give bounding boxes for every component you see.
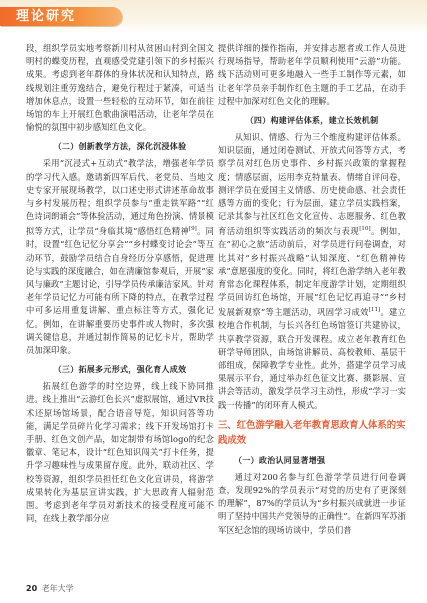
paragraph <box>26 157 214 357</box>
left-column <box>26 42 214 525</box>
column-label: 理论研究 <box>16 9 77 24</box>
paragraph <box>218 131 406 412</box>
paragraph: 段，组织学员实地考察新川村从贫困山村到全国文明村的蝶变历程，直观感受党建引领下的乡村振兴成果。考虑到老年群体的身体状况和认知特点，路线规划注重劳逸结合，避免行程过于紧凑，可适当增加休息点，设置一些轻松的互动环节，如在前往场馆的车上开展红色歌曲演唱活动，让老年学员在愉悦的氛围中初步感知红色文化。 <box>26 43 214 133</box>
paragraph-text: 采用“沉浸式+互动式”教学法，增强老年学员的学习代入感。邀请新四军后代、老党员、当地文史专家开展现场教学，以口述史形式讲述革命故事与乡村发展历程；组织学员参与“重走铁军路”“红色诗词朗诵会”等体验活动，通过角色扮演、情景模拟等方式，让学员“身临其境”感悟红色精神 <box>26 158 214 237</box>
subsection-heading: （一）政治认同显著增强 <box>234 455 326 465</box>
journal-name: 老年大学 <box>41 584 74 593</box>
subsection-heading: （二）创新教学方法，深化沉浸体验 <box>53 142 187 152</box>
subsection-heading: （四）构建评估体系，建立长效机制 <box>245 116 379 126</box>
column-tag <box>0 7 122 26</box>
paragraph-text: 。例如，在“初心之旅”活动前后，对学员进行问卷调查，对比其对“乡村振兴战略”认知深度、“红色精神传承”意愿强度的变化。同时，将红色游学纳入老年教育常态化课程体系，制定年度游学计划，定期组织学员回访红色场馆，开展“红色记忆再追寻”“乡村发展新观察”等主题活动，巩固学习成效 <box>218 226 407 318</box>
right-column <box>218 42 406 537</box>
paragraph-text: 从知识、情感、行为三个维度构建评估体系。知识层面，通过闭卷测试、开放式问答等方式，考察学员对红色历史事件、乡村振兴政策的掌握程度；情感层面，运用李克特量表、情绪自评问卷，测评学员在爱国主义情感、历史使命感、社会责任感等方面的变化；行为层面，建立学员实践档案，记录其参与社区红色文化宣传、志愿服务、红色教育活动组织等实践活动的频次与表现 <box>218 132 406 237</box>
paragraph-text: 。建立校地合作机制，与长兴各红色场馆签订共建协议，共享教学资源，联合开发课程。成立老年教育红色研学导师团队，由场馆讲解员、高校教师、基层干部组成，保障教学专业性。此外，搭建学员学习成果展示平台，通过举办红色征文比赛、摄影展、宣讲会等活动，激发学员学习主动性，形成“学习一实践一传播”的闭环育人模式。 <box>218 307 406 410</box>
paragraph-text: 。同时，设置“红色记忆分享会”“乡村蝶变讨论会”等互动环节，鼓励学员结合自身经历分享感悟，促进理论与实践的深度融合，如在清廉馆参观后，开展“家风与廉政”主题讨论，引导学员传承廉洁家风。针对老年学员记忆力可能有所下降的特点，在教学过程中可多运用重复讲解、重点标注等方式，强化记忆。例如，在讲解重要历史事件或人物时，多次强调关键信息，并通过制作简易的记忆卡片，帮助学员加深印象。 <box>26 226 214 356</box>
reference-mark: [9] <box>188 226 197 233</box>
paragraph: 通过对200名参与红色游学学员进行问卷调查，发现92%的学员表示“对党的历史有了更深刻的理解”，87%的学员认为“乡村振兴成就进一步证明了坚持中国共产党领导的正确性”。在新四军苏浙军区纪念馆的现场访谈中，学员们普 <box>218 471 406 535</box>
section-heading: 三、红色游学融入老年教育思政育人体系的实践成效 <box>218 419 406 446</box>
reference-mark: [10] <box>359 226 371 233</box>
reference-mark: [11] <box>368 307 381 314</box>
paragraph: 提供详细的操作指南，并安排志愿者或工作人员进行现场指导，帮助老年学员顺利使用“云游”功能。线下活动则可更多地融入一些手工制作等元素，如让老年学员亲手制作红色主题的手工艺品，在动手过程中加深对红色文化的理解。 <box>218 43 406 106</box>
header-band <box>0 0 427 34</box>
subsection-heading: （三）拓展多元形式，强化育人成效 <box>53 365 187 375</box>
page-footer <box>26 583 74 594</box>
page-number: 20 <box>26 584 38 593</box>
paragraph: 拓展红色游学的时空边界，线上线下协同推进。线上推出“云游红色长兴”虚拟展馆，通过VR技术还原场馆场景，配合语音导览，知识问答等功能，满足学员碎片化学习需求；线下开发场馆打卡手册、红色文创产品，如定制带有场馆logo的纪念徽章、笔记本，设计“红色知识闯关”打卡任务，提升学习趣味性与成果留存度。此外，联动社区、学校等资源，组织学员担任红色文化宣讲员，将游学成果转化为基层宣讲实践，扩大思政育人辐射范围。考虑到老年学员对新技术的接受程度可能不同，在线上教学部分应 <box>26 381 214 524</box>
